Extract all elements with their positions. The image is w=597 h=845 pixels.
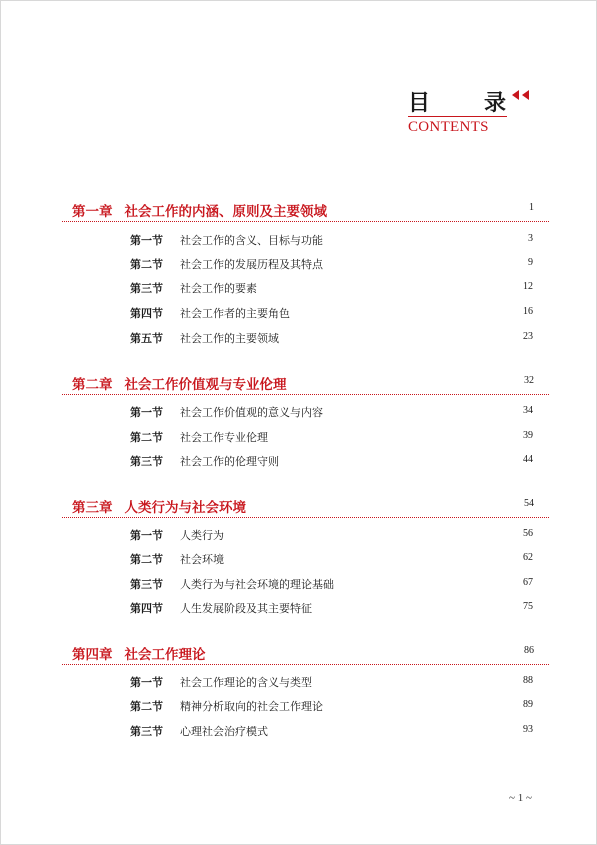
section-number: 第一节 xyxy=(130,234,163,247)
section-page-number: 56 xyxy=(523,528,533,539)
section-number: 第三节 xyxy=(130,282,163,295)
toc-heading xyxy=(408,86,520,116)
section-page-number: 67 xyxy=(523,577,533,588)
chapter-number: 第一章 xyxy=(72,204,113,220)
toc-subtitle: CONTENTS xyxy=(408,119,489,135)
section-number: 第三节 xyxy=(130,455,163,468)
section-title: 社会环境 xyxy=(180,553,224,566)
section-entry[interactable] xyxy=(130,280,533,294)
section-number: 第一节 xyxy=(130,676,163,689)
section-page-number: 12 xyxy=(523,281,533,292)
section-number: 第四节 xyxy=(130,307,163,320)
section-number: 第二节 xyxy=(130,700,163,713)
chapter-entry[interactable] xyxy=(72,200,534,220)
chapter-heading xyxy=(72,373,287,393)
section-page-number: 9 xyxy=(528,257,533,268)
section-title: 社会工作的要素 xyxy=(180,282,257,295)
section-title: 社会工作专业伦理 xyxy=(180,431,268,444)
chapter-dotted-rule xyxy=(62,221,549,222)
section-entry[interactable] xyxy=(130,330,533,344)
chapter-page-number: 1 xyxy=(529,202,534,213)
chapter-page-number: 86 xyxy=(524,645,534,656)
section-title: 社会工作的伦理守则 xyxy=(180,455,279,468)
chapter-title: 社会工作的内涵、原则及主要领域 xyxy=(124,204,327,220)
chapter-dotted-rule xyxy=(62,394,549,395)
section-entry[interactable] xyxy=(130,600,533,614)
section-entry[interactable] xyxy=(130,576,533,590)
chapter-title: 社会工作价值观与专业伦理 xyxy=(124,377,287,393)
toc-title-char: 目 xyxy=(408,90,431,116)
double-arrow-icon xyxy=(511,90,531,100)
chapter-title: 社会工作理论 xyxy=(124,647,206,663)
section-title: 社会工作价值观的意义与内容 xyxy=(180,406,323,419)
chapter-heading xyxy=(72,643,206,663)
section-number: 第一节 xyxy=(130,406,163,419)
section-entry[interactable] xyxy=(130,453,533,467)
section-page-number: 44 xyxy=(523,454,533,465)
title-underline xyxy=(408,116,507,117)
section-page-number: 88 xyxy=(523,675,533,686)
section-entry[interactable] xyxy=(130,305,533,319)
section-title: 社会工作的发展历程及其特点 xyxy=(180,258,323,271)
section-entry[interactable] xyxy=(130,674,533,688)
section-title: 人类行为与社会环境的理论基础 xyxy=(180,578,334,591)
section-number: 第二节 xyxy=(130,258,163,271)
section-entry[interactable] xyxy=(130,527,533,541)
section-title: 心理社会治疗模式 xyxy=(180,725,268,738)
chapter-entry[interactable] xyxy=(72,373,534,393)
section-entry[interactable] xyxy=(130,723,533,737)
section-title: 人生发展阶段及其主要特征 xyxy=(180,602,312,615)
section-title: 人类行为 xyxy=(180,529,224,542)
section-page-number: 39 xyxy=(523,430,533,441)
section-page-number: 93 xyxy=(523,724,533,735)
section-entry[interactable] xyxy=(130,698,533,712)
section-page-number: 62 xyxy=(523,552,533,563)
section-number: 第二节 xyxy=(130,431,163,444)
section-title: 社会工作的主要领域 xyxy=(180,332,279,345)
chapter-entry[interactable] xyxy=(72,643,534,663)
chapter-heading xyxy=(72,496,246,516)
section-title: 社会工作理论的含义与类型 xyxy=(180,676,312,689)
section-number: 第五节 xyxy=(130,332,163,345)
section-entry[interactable] xyxy=(130,404,533,418)
section-number: 第二节 xyxy=(130,553,163,566)
section-number: 第三节 xyxy=(130,725,163,738)
chapter-title: 人类行为与社会环境 xyxy=(124,500,246,516)
chapter-dotted-rule xyxy=(62,664,549,665)
section-number: 第四节 xyxy=(130,602,163,615)
toc-title-char: 录 xyxy=(483,90,506,116)
section-page-number: 89 xyxy=(523,699,533,710)
section-page-number: 34 xyxy=(523,405,533,416)
section-title: 精神分析取向的社会工作理论 xyxy=(180,700,323,713)
toc-title xyxy=(408,86,506,117)
section-entry[interactable] xyxy=(130,429,533,443)
chapter-heading xyxy=(72,200,327,220)
chapter-page-number: 54 xyxy=(524,498,534,509)
chapter-number: 第四章 xyxy=(72,647,113,663)
section-number: 第三节 xyxy=(130,578,163,591)
section-entry[interactable] xyxy=(130,551,533,565)
chapter-entry[interactable] xyxy=(72,496,534,516)
section-title: 社会工作者的主要角色 xyxy=(180,307,290,320)
section-title: 社会工作的含义、目标与功能 xyxy=(180,234,323,247)
section-entry[interactable] xyxy=(130,232,533,246)
chapter-dotted-rule xyxy=(62,517,549,518)
section-number: 第一节 xyxy=(130,529,163,542)
section-page-number: 23 xyxy=(523,331,533,342)
section-page-number: 75 xyxy=(523,601,533,612)
footer-page-number: ~ 1 ~ xyxy=(509,792,532,804)
chapter-number: 第二章 xyxy=(72,377,113,393)
section-page-number: 16 xyxy=(523,306,533,317)
chapter-number: 第三章 xyxy=(72,500,113,516)
section-page-number: 3 xyxy=(528,233,533,244)
section-entry[interactable] xyxy=(130,256,533,270)
chapter-page-number: 32 xyxy=(524,375,534,386)
